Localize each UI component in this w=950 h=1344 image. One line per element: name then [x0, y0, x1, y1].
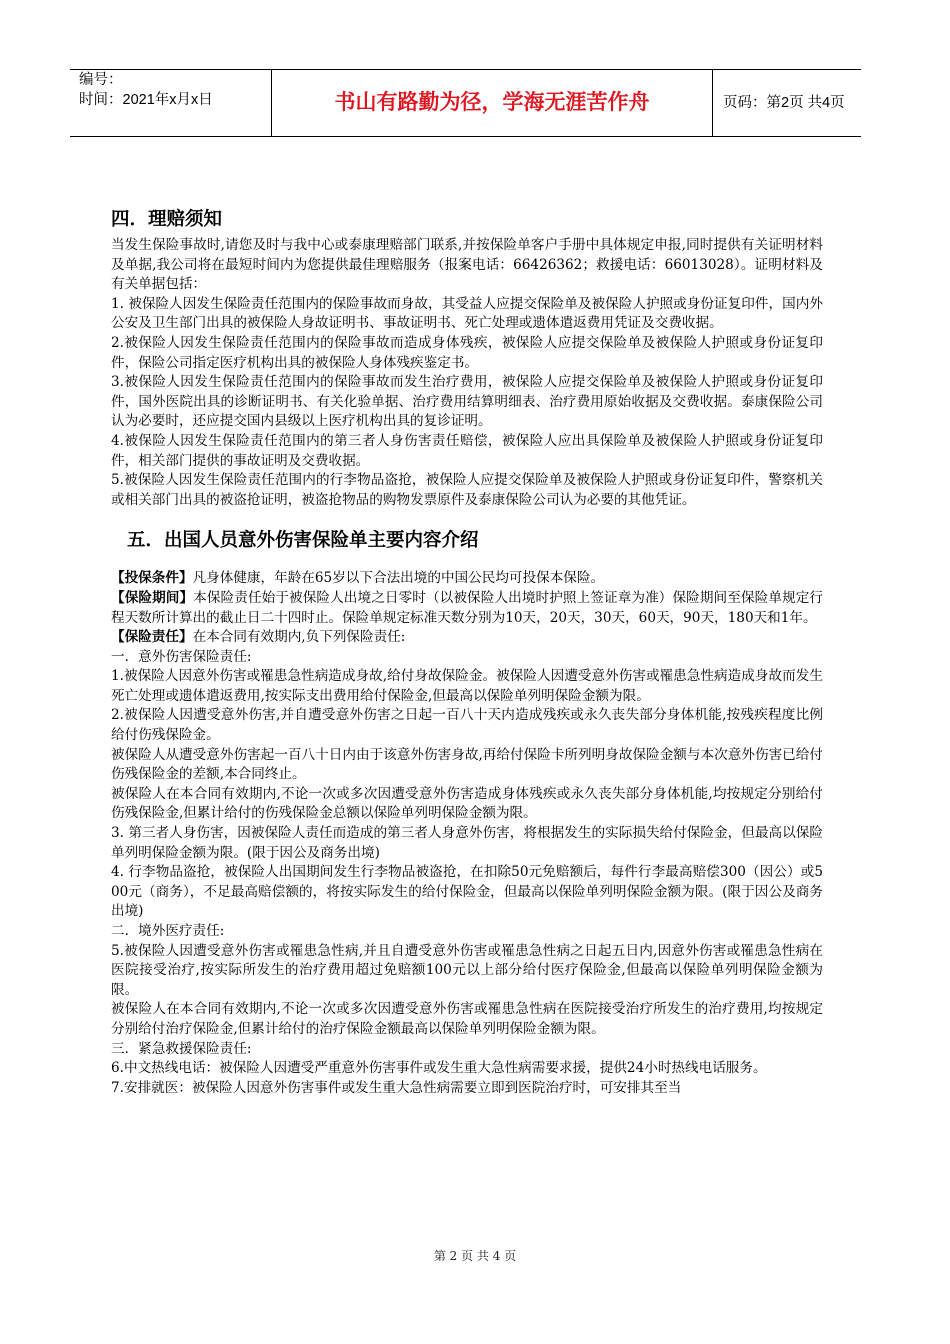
section-5-paragraph: 6.中文热线电话：被保险人因遭受严重意外伤害事件或发生重大急性病需要求援，提供24小时热线电话服务。	[111, 1060, 767, 1077]
section-5-paragraph: 三．紧急救援保险责任:	[111, 1040, 252, 1057]
section-4-paragraph: 2.被保险人因发生保险责任范围内的保险事故而造成身体残疾，被保险人应提交保险单及被保险人护照或身份证复印件，保险公司指定医疗机构出具的被保险人身体残疾鉴定书。	[111, 334, 823, 371]
insurance-conditions	[111, 569, 823, 589]
page-footer: 第 2 页 共 4 页	[433, 1249, 517, 1263]
header-motto: 书山有路勤为径，学海无涯苦作舟	[334, 91, 650, 114]
liability-label: 【保险责任】	[111, 629, 193, 646]
section-5-paragraph: 7.安排就医：被保险人因意外伤害事件或发生重大急性病需要立即到医院治疗时，可安排其至当	[111, 1079, 682, 1096]
section-5-paragraph: 1.被保险人因意外伤害或罹患急性病造成身故,给付身故保险金。被保险人因遭受意外伤害或罹患急性病造成身故而发生死亡处理或遗体遣返费用,按实际支出费用给付保险金,但最高以保险单列明保险金额为限。	[111, 668, 823, 704]
header-meta-cell	[70, 70, 272, 136]
section-4-paragraph: 1. 被保险人因发生保险责任范围内的保险事故而身故，其受益人应提交保险单及被保险人护照或身份证复印件，国内外公安及卫生部门出具的被保险人身故证明书、事故证明书、死亡处理或遗体遣返费用凭证及交费收据。	[111, 295, 823, 332]
section-5-paragraph: 一．意外伤害保险责任:	[111, 648, 252, 665]
section-5-paragraph: 被保险人在本合同有效期内,不论一次或多次因遭受意外伤害造成身体残疾或永久丧失部分身体机能,均按规定分别给付伤残保险金,但累计给付的伤残保险金总额以保险单列明保险金额为限。	[111, 785, 823, 822]
liability-text: 在本合同有效期内,负下列保险责任:	[192, 629, 406, 646]
section-5-paragraph: 被保险人从遭受意外伤害起一百八十日内由于该意外伤害身故,再给付保险卡所列明身故保险金额与本次意外伤害已给付伤残保险金的差额,本合同终止。	[111, 746, 823, 783]
header-page-info: 页码：第2页 共4页	[723, 95, 845, 111]
insurance-period	[111, 589, 823, 628]
document-body	[111, 207, 823, 1098]
section-4-paragraph: 5.被保险人因发生保险责任范围内的行李物品盗抢，被保险人应提交保险单及被保险人护照或身份证复印件，警察机关或相关部门出具的被盗抢证明，被盗抢物品的购物发票原件及泰康保险公司认为必要的其他凭证。	[111, 472, 823, 508]
section-5-title: 五．出国人员意外伤害保险单主要内容介绍	[127, 530, 479, 552]
section-5-paragraph: 3. 第三者人身伤害，因被保险人责任而造成的第三者人身意外伤害，将根据发生的实际损失给付保险金，但最高以保险单列明保险金额为限。(限于因公及商务出境)	[111, 825, 823, 861]
period-label: 【保险期间】	[111, 589, 194, 606]
section-5-paragraph: 4. 行李物品盗抢，被保险人出国期间发生行李物品被盗抢，在扣除50元免赔额后，每件行李最高赔偿300（因公）或500元（商务），不足最高赔偿额的，将按实际发生的给付保险金，但最高以保险单列明保险金额为限。(限于因公及商务出境)	[111, 864, 823, 920]
header-page-cell	[713, 70, 861, 136]
section-4-title: 四．理赔须知	[111, 209, 223, 230]
section-5-paragraph: 被保险人在本合同有效期内,不论一次或多次因遭受意外伤害或罹患急性病在医院接受治疗所发生的治疗费用,均按规定分别给付治疗保险金,但累计给付的治疗保险金额最高以保险单列明保险金额为限。	[111, 1001, 823, 1037]
document-number-label: 编号：	[79, 72, 123, 88]
section-5-paragraph: 5.被保险人因遭受意外伤害或罹患急性病,并且自遭受意外伤害或罹患急性病之日起五日内,因意外伤害或罹患急性病在医院接受治疗,按实际所发生的治疗费用超过免赔额100元以上部分给付医疗保险金,但最高以保险单列明保险金额为限。	[111, 942, 823, 998]
section-4-paragraph: 3.被保险人因发生保险责任范围内的保险事故而发生治疗费用，被保险人应提交保险单及被保险人护照或身份证复印件，国外医院出具的诊断证明书、有关化验单据、治疗费用结算明细表、治疗费用原始收据及交费收据。泰康保险公司认为必要时，还应提交国内县级以上医疗机构出具的复诊证明。	[111, 374, 823, 430]
document-time-label: 时间：2021年x月x日	[79, 92, 213, 108]
header-motto-cell	[272, 70, 713, 136]
section-5-paragraph: 2.被保险人因遭受意外伤害,并自遭受意外伤害之日起一百八十天内造成残疾或永久丧失部分身体机能,按残疾程度比例给付伤残保险金。	[111, 707, 823, 744]
period-text: 本保险责任始于被保险人出境之日零时（以被保险人出境时护照上签证章为准）保险期间至保险单规定行程天数所计算出的截止日二十四时止。保险单规定标准天数分别为10天，20天，30天，60天，90天，180天和1年。	[111, 589, 824, 626]
section-5-paragraph: 二．境外医疗责任:	[111, 923, 225, 939]
insurance-liability	[111, 628, 823, 648]
section-4-paragraph: 当发生保险事故时,请您及时与我中心或泰康理赔部门联系,并按保险单客户手册中具体规定申报,同时提供有关证明材料及单据,我公司将在最短时间内为您提供最佳理赔服务（报案电话：66426362；救援电话：66013028）。证明材料及有关单据包括：	[111, 237, 823, 293]
section-4-paragraph: 4.被保险人因发生保险责任范围内的第三者人身伤害责任赔偿，被保险人应出具保险单及被保险人护照或身份证复印件，相关部门提供的事故证明及交费收据。	[111, 432, 823, 469]
conditions-text: 凡身体健康，年龄在65岁以下合法出境的中国公民均可投保本保险。	[192, 570, 605, 587]
conditions-label: 【投保条件】	[111, 570, 193, 587]
page-header	[70, 69, 861, 137]
